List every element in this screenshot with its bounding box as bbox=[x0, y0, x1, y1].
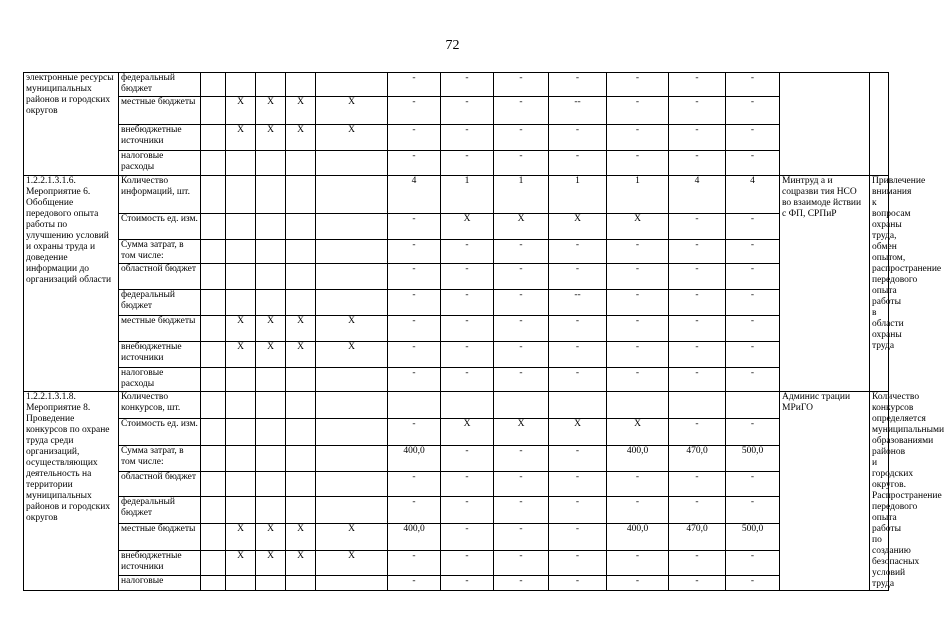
value-cell: - bbox=[549, 496, 607, 523]
value-cell: - bbox=[494, 523, 549, 550]
table-row bbox=[24, 264, 889, 290]
code-mark-cell bbox=[316, 471, 388, 496]
value-cell: - bbox=[669, 419, 726, 446]
value-cell: 400,0 bbox=[388, 523, 441, 550]
value-cell: - bbox=[607, 97, 669, 125]
table-row bbox=[24, 368, 889, 392]
value-cell bbox=[494, 392, 549, 419]
table-row bbox=[24, 316, 889, 342]
value-cell: - bbox=[726, 368, 780, 392]
value-cell: - bbox=[388, 73, 441, 97]
value-cell: - bbox=[726, 151, 780, 176]
expected-result-cell bbox=[870, 73, 889, 176]
value-cell: - bbox=[441, 290, 494, 316]
value-cell: -- bbox=[549, 97, 607, 125]
code-cell bbox=[201, 368, 226, 392]
expected-result-cell: Привлечение внимания к вопросам охраны труда, обмен опытом, распространение передового опыта работы в области охраны труда bbox=[870, 176, 889, 392]
value-cell: - bbox=[441, 496, 494, 523]
value-cell: - bbox=[388, 290, 441, 316]
value-cell: - bbox=[549, 73, 607, 97]
code-cell bbox=[201, 446, 226, 471]
code-cell bbox=[201, 73, 226, 97]
indicator-label-cell: местные бюджеты bbox=[119, 523, 201, 550]
code-mark-cell bbox=[286, 419, 316, 446]
value-cell: - bbox=[607, 551, 669, 576]
value-cell: - bbox=[494, 125, 549, 151]
value-cell: 500,0 bbox=[726, 523, 780, 550]
code-mark-cell bbox=[286, 576, 316, 591]
value-cell: - bbox=[441, 342, 494, 368]
code-mark-cell: X bbox=[286, 342, 316, 368]
code-mark-cell bbox=[226, 73, 256, 97]
code-cell bbox=[201, 551, 226, 576]
value-cell: X bbox=[549, 214, 607, 240]
code-mark-cell bbox=[316, 576, 388, 591]
value-cell: - bbox=[549, 368, 607, 392]
indicator-label-cell: налоговые bbox=[119, 576, 201, 591]
code-mark-cell: X bbox=[226, 316, 256, 342]
code-mark-cell bbox=[316, 73, 388, 97]
value-cell: - bbox=[441, 576, 494, 591]
code-mark-cell bbox=[316, 264, 388, 290]
table-row bbox=[24, 290, 889, 316]
indicator-label-cell: Сумма затрат, в том числе: bbox=[119, 446, 201, 471]
value-cell: - bbox=[494, 576, 549, 591]
table-row bbox=[24, 471, 889, 496]
table-row bbox=[24, 523, 889, 550]
code-cell bbox=[201, 176, 226, 214]
value-cell: - bbox=[549, 125, 607, 151]
value-cell: - bbox=[494, 264, 549, 290]
value-cell: - bbox=[607, 471, 669, 496]
value-cell: - bbox=[726, 125, 780, 151]
value-cell: - bbox=[441, 446, 494, 471]
value-cell: - bbox=[549, 240, 607, 264]
value-cell: - bbox=[726, 214, 780, 240]
value-cell: 400,0 bbox=[388, 446, 441, 471]
table-row bbox=[24, 392, 889, 419]
code-mark-cell: X bbox=[316, 342, 388, 368]
indicator-label-cell: местные бюджеты bbox=[119, 97, 201, 125]
value-cell: - bbox=[669, 264, 726, 290]
value-cell: - bbox=[549, 523, 607, 550]
code-mark-cell: X bbox=[286, 125, 316, 151]
value-cell bbox=[726, 392, 780, 419]
responsible-cell: Админис трации МРиГО bbox=[780, 392, 870, 591]
value-cell: - bbox=[388, 316, 441, 342]
value-cell: - bbox=[726, 290, 780, 316]
value-cell: - bbox=[607, 342, 669, 368]
value-cell: - bbox=[726, 551, 780, 576]
code-mark-cell bbox=[226, 290, 256, 316]
table-row bbox=[24, 576, 889, 591]
value-cell: X bbox=[607, 214, 669, 240]
indicator-label-cell: Стоимость ед. изм. bbox=[119, 214, 201, 240]
value-cell: - bbox=[669, 240, 726, 264]
value-cell: - bbox=[726, 419, 780, 446]
code-mark-cell bbox=[286, 368, 316, 392]
code-mark-cell bbox=[256, 73, 286, 97]
code-mark-cell bbox=[256, 264, 286, 290]
code-mark-cell: X bbox=[256, 551, 286, 576]
value-cell: - bbox=[494, 240, 549, 264]
value-cell: - bbox=[441, 97, 494, 125]
value-cell: - bbox=[441, 316, 494, 342]
table-row bbox=[24, 419, 889, 446]
page-number: 72 bbox=[445, 38, 460, 53]
value-cell: - bbox=[549, 551, 607, 576]
measures-table bbox=[23, 72, 944, 591]
measure-name-cell: электронные ресурсы муниципальных районов и городских округов bbox=[24, 73, 119, 176]
value-cell: - bbox=[388, 264, 441, 290]
value-cell: 500,0 bbox=[726, 446, 780, 471]
code-mark-cell bbox=[286, 176, 316, 214]
value-cell: - bbox=[441, 368, 494, 392]
code-mark-cell: X bbox=[226, 523, 256, 550]
value-cell: - bbox=[441, 73, 494, 97]
table-row bbox=[24, 73, 889, 97]
value-cell: - bbox=[726, 264, 780, 290]
code-mark-cell bbox=[316, 496, 388, 523]
value-cell: - bbox=[494, 151, 549, 176]
value-cell: - bbox=[494, 368, 549, 392]
code-mark-cell: X bbox=[286, 316, 316, 342]
indicator-label-cell: федеральный бюджет bbox=[119, 73, 201, 97]
value-cell: - bbox=[441, 551, 494, 576]
indicator-label-cell: Количество информаций, шт. bbox=[119, 176, 201, 214]
code-cell bbox=[201, 316, 226, 342]
value-cell: - bbox=[607, 264, 669, 290]
code-cell bbox=[201, 264, 226, 290]
table-row bbox=[24, 551, 889, 576]
value-cell: 4 bbox=[388, 176, 441, 214]
table-body bbox=[24, 73, 944, 591]
code-mark-cell bbox=[256, 214, 286, 240]
code-cell bbox=[201, 97, 226, 125]
code-mark-cell: X bbox=[256, 125, 286, 151]
code-cell bbox=[201, 392, 226, 419]
indicator-label-cell: налоговые расходы bbox=[119, 368, 201, 392]
value-cell: - bbox=[549, 151, 607, 176]
value-cell: - bbox=[494, 316, 549, 342]
value-cell: - bbox=[494, 471, 549, 496]
value-cell bbox=[549, 392, 607, 419]
code-mark-cell bbox=[226, 496, 256, 523]
value-cell: - bbox=[669, 73, 726, 97]
value-cell: - bbox=[441, 240, 494, 264]
value-cell: - bbox=[388, 368, 441, 392]
code-mark-cell bbox=[286, 264, 316, 290]
indicator-label-cell: Сумма затрат, в том числе: bbox=[119, 240, 201, 264]
code-mark-cell: X bbox=[256, 316, 286, 342]
value-cell: - bbox=[388, 471, 441, 496]
table-row bbox=[24, 446, 889, 471]
code-mark-cell bbox=[256, 368, 286, 392]
code-mark-cell bbox=[286, 73, 316, 97]
value-cell: - bbox=[669, 125, 726, 151]
indicator-label-cell: внебюджетные источники bbox=[119, 342, 201, 368]
value-cell: - bbox=[549, 342, 607, 368]
code-mark-cell bbox=[226, 214, 256, 240]
value-cell: - bbox=[494, 290, 549, 316]
value-cell: - bbox=[494, 97, 549, 125]
code-mark-cell: X bbox=[316, 551, 388, 576]
code-cell bbox=[201, 471, 226, 496]
value-cell: 1 bbox=[549, 176, 607, 214]
code-mark-cell: X bbox=[316, 97, 388, 125]
table-row bbox=[24, 342, 889, 368]
code-mark-cell bbox=[286, 446, 316, 471]
code-mark-cell: X bbox=[286, 97, 316, 125]
code-mark-cell bbox=[226, 240, 256, 264]
value-cell: - bbox=[607, 240, 669, 264]
value-cell: - bbox=[607, 496, 669, 523]
value-cell: 1 bbox=[494, 176, 549, 214]
code-mark-cell bbox=[256, 419, 286, 446]
table-row bbox=[24, 176, 889, 214]
code-cell bbox=[201, 214, 226, 240]
indicator-label-cell: местные бюджеты bbox=[119, 316, 201, 342]
expected-result-cell: Количество конкурсов определяется муниципальными образованиями районов и городских округов. Распространение передового опыта работы по созданию безопасных условий труда bbox=[870, 392, 889, 591]
value-cell: - bbox=[549, 316, 607, 342]
code-mark-cell: X bbox=[316, 523, 388, 550]
value-cell: - bbox=[494, 342, 549, 368]
code-mark-cell bbox=[286, 240, 316, 264]
code-mark-cell bbox=[226, 446, 256, 471]
code-mark-cell: X bbox=[256, 523, 286, 550]
table-row bbox=[24, 240, 889, 264]
value-cell: - bbox=[441, 523, 494, 550]
code-cell bbox=[201, 290, 226, 316]
code-mark-cell bbox=[316, 151, 388, 176]
value-cell: 4 bbox=[669, 176, 726, 214]
code-mark-cell bbox=[226, 576, 256, 591]
value-cell: - bbox=[607, 73, 669, 97]
value-cell: - bbox=[388, 496, 441, 523]
value-cell bbox=[607, 392, 669, 419]
table-row bbox=[24, 214, 889, 240]
value-cell: - bbox=[388, 214, 441, 240]
value-cell: 470,0 bbox=[669, 523, 726, 550]
code-cell bbox=[201, 125, 226, 151]
value-cell: 400,0 bbox=[607, 523, 669, 550]
code-mark-cell: X bbox=[316, 125, 388, 151]
value-cell: - bbox=[549, 576, 607, 591]
indicator-label-cell: областной бюджет bbox=[119, 471, 201, 496]
code-mark-cell: X bbox=[286, 523, 316, 550]
value-cell: - bbox=[494, 496, 549, 523]
code-mark-cell: X bbox=[226, 125, 256, 151]
code-mark-cell bbox=[286, 471, 316, 496]
code-mark-cell: X bbox=[316, 316, 388, 342]
value-cell: - bbox=[607, 576, 669, 591]
value-cell: -- bbox=[549, 290, 607, 316]
code-mark-cell: X bbox=[256, 97, 286, 125]
code-mark-cell bbox=[286, 496, 316, 523]
table-row bbox=[24, 496, 889, 523]
code-mark-cell bbox=[256, 576, 286, 591]
value-cell: X bbox=[607, 419, 669, 446]
code-mark-cell bbox=[226, 419, 256, 446]
code-cell bbox=[201, 342, 226, 368]
code-mark-cell: X bbox=[226, 551, 256, 576]
measure-name-cell: 1.2.2.1.3.1.6. Мероприятие 6. Обобщение передового опыта работы по улучшению условий и охраны труда и доведение информации до организаций области bbox=[24, 176, 119, 392]
code-mark-cell bbox=[286, 290, 316, 316]
code-mark-cell bbox=[256, 392, 286, 419]
value-cell: - bbox=[669, 290, 726, 316]
value-cell: - bbox=[549, 446, 607, 471]
value-cell: - bbox=[388, 342, 441, 368]
value-cell: - bbox=[441, 264, 494, 290]
value-cell: - bbox=[669, 316, 726, 342]
value-cell: - bbox=[726, 576, 780, 591]
code-mark-cell bbox=[226, 151, 256, 176]
code-mark-cell: X bbox=[256, 342, 286, 368]
code-mark-cell bbox=[226, 176, 256, 214]
code-mark-cell: X bbox=[286, 551, 316, 576]
code-mark-cell bbox=[286, 392, 316, 419]
value-cell: - bbox=[726, 97, 780, 125]
value-cell: - bbox=[494, 551, 549, 576]
value-cell: - bbox=[441, 151, 494, 176]
code-mark-cell bbox=[316, 240, 388, 264]
value-cell: - bbox=[388, 97, 441, 125]
value-cell: 470,0 bbox=[669, 446, 726, 471]
value-cell bbox=[388, 392, 441, 419]
value-cell: - bbox=[669, 576, 726, 591]
indicator-label-cell: федеральный бюджет bbox=[119, 290, 201, 316]
value-cell bbox=[441, 392, 494, 419]
value-cell: - bbox=[441, 125, 494, 151]
value-cell: - bbox=[388, 419, 441, 446]
value-cell: - bbox=[549, 471, 607, 496]
value-cell: - bbox=[441, 471, 494, 496]
value-cell: - bbox=[494, 446, 549, 471]
value-cell: X bbox=[549, 419, 607, 446]
code-cell bbox=[201, 496, 226, 523]
table-row bbox=[24, 151, 889, 176]
table-row bbox=[24, 97, 889, 125]
indicator-label-cell: внебюджетные источники bbox=[119, 125, 201, 151]
indicator-label-cell: областной бюджет bbox=[119, 264, 201, 290]
code-mark-cell: X bbox=[226, 342, 256, 368]
value-cell: X bbox=[494, 419, 549, 446]
code-mark-cell bbox=[316, 392, 388, 419]
value-cell: - bbox=[669, 551, 726, 576]
code-mark-cell bbox=[286, 214, 316, 240]
code-mark-cell bbox=[256, 290, 286, 316]
code-mark-cell bbox=[316, 176, 388, 214]
value-cell: - bbox=[726, 471, 780, 496]
value-cell: - bbox=[388, 125, 441, 151]
indicator-label-cell: налоговые расходы bbox=[119, 151, 201, 176]
table-row bbox=[24, 125, 889, 151]
code-cell bbox=[201, 419, 226, 446]
indicator-label-cell: Количество конкурсов, шт. bbox=[119, 392, 201, 419]
value-cell: - bbox=[388, 576, 441, 591]
code-mark-cell bbox=[226, 264, 256, 290]
code-mark-cell bbox=[256, 496, 286, 523]
value-cell: - bbox=[669, 214, 726, 240]
value-cell: - bbox=[669, 496, 726, 523]
code-mark-cell bbox=[316, 419, 388, 446]
code-cell bbox=[201, 523, 226, 550]
value-cell: - bbox=[607, 125, 669, 151]
value-cell: - bbox=[607, 290, 669, 316]
code-mark-cell bbox=[226, 392, 256, 419]
value-cell: - bbox=[726, 496, 780, 523]
value-cell: 400,0 bbox=[607, 446, 669, 471]
indicator-label-cell: федеральный бюджет bbox=[119, 496, 201, 523]
value-cell: - bbox=[726, 342, 780, 368]
value-cell: - bbox=[669, 368, 726, 392]
code-mark-cell bbox=[226, 471, 256, 496]
value-cell: - bbox=[607, 368, 669, 392]
code-mark-cell bbox=[256, 176, 286, 214]
value-cell: - bbox=[669, 471, 726, 496]
indicator-label-cell: Стоимость ед. изм. bbox=[119, 419, 201, 446]
value-cell: - bbox=[388, 151, 441, 176]
code-mark-cell bbox=[316, 446, 388, 471]
measure-name-cell: 1.2.2.1.3.1.8. Мероприятие 8. Проведение конкурсов по охране труда среди организаций, осуществляющих деятельность на территории муниципальных районов и городских округов bbox=[24, 392, 119, 591]
code-mark-cell bbox=[256, 446, 286, 471]
value-cell: - bbox=[726, 240, 780, 264]
value-cell: - bbox=[726, 316, 780, 342]
value-cell: - bbox=[726, 73, 780, 97]
value-cell: X bbox=[441, 419, 494, 446]
code-mark-cell bbox=[256, 240, 286, 264]
value-cell: - bbox=[494, 73, 549, 97]
value-cell: 1 bbox=[441, 176, 494, 214]
value-cell: - bbox=[607, 316, 669, 342]
indicator-label-cell: внебюджетные источники bbox=[119, 551, 201, 576]
code-mark-cell bbox=[226, 368, 256, 392]
code-mark-cell bbox=[316, 214, 388, 240]
code-mark-cell bbox=[256, 471, 286, 496]
responsible-cell: Минтруд а и соцразви тия НСО во взаимоде йствии с ФП, СРПиР bbox=[780, 176, 870, 392]
value-cell: - bbox=[669, 151, 726, 176]
value-cell: - bbox=[549, 264, 607, 290]
value-cell: - bbox=[607, 151, 669, 176]
code-mark-cell: X bbox=[226, 97, 256, 125]
code-cell bbox=[201, 240, 226, 264]
value-cell: X bbox=[494, 214, 549, 240]
code-mark-cell bbox=[286, 151, 316, 176]
value-cell: X bbox=[441, 214, 494, 240]
value-cell: - bbox=[669, 342, 726, 368]
code-cell bbox=[201, 576, 226, 591]
code-mark-cell bbox=[316, 368, 388, 392]
code-cell bbox=[201, 151, 226, 176]
value-cell: 1 bbox=[607, 176, 669, 214]
code-mark-cell bbox=[316, 290, 388, 316]
value-cell: - bbox=[388, 551, 441, 576]
value-cell: - bbox=[388, 240, 441, 264]
responsible-cell bbox=[780, 73, 870, 176]
value-cell: 4 bbox=[726, 176, 780, 214]
code-mark-cell bbox=[256, 151, 286, 176]
value-cell: - bbox=[669, 97, 726, 125]
value-cell bbox=[669, 392, 726, 419]
